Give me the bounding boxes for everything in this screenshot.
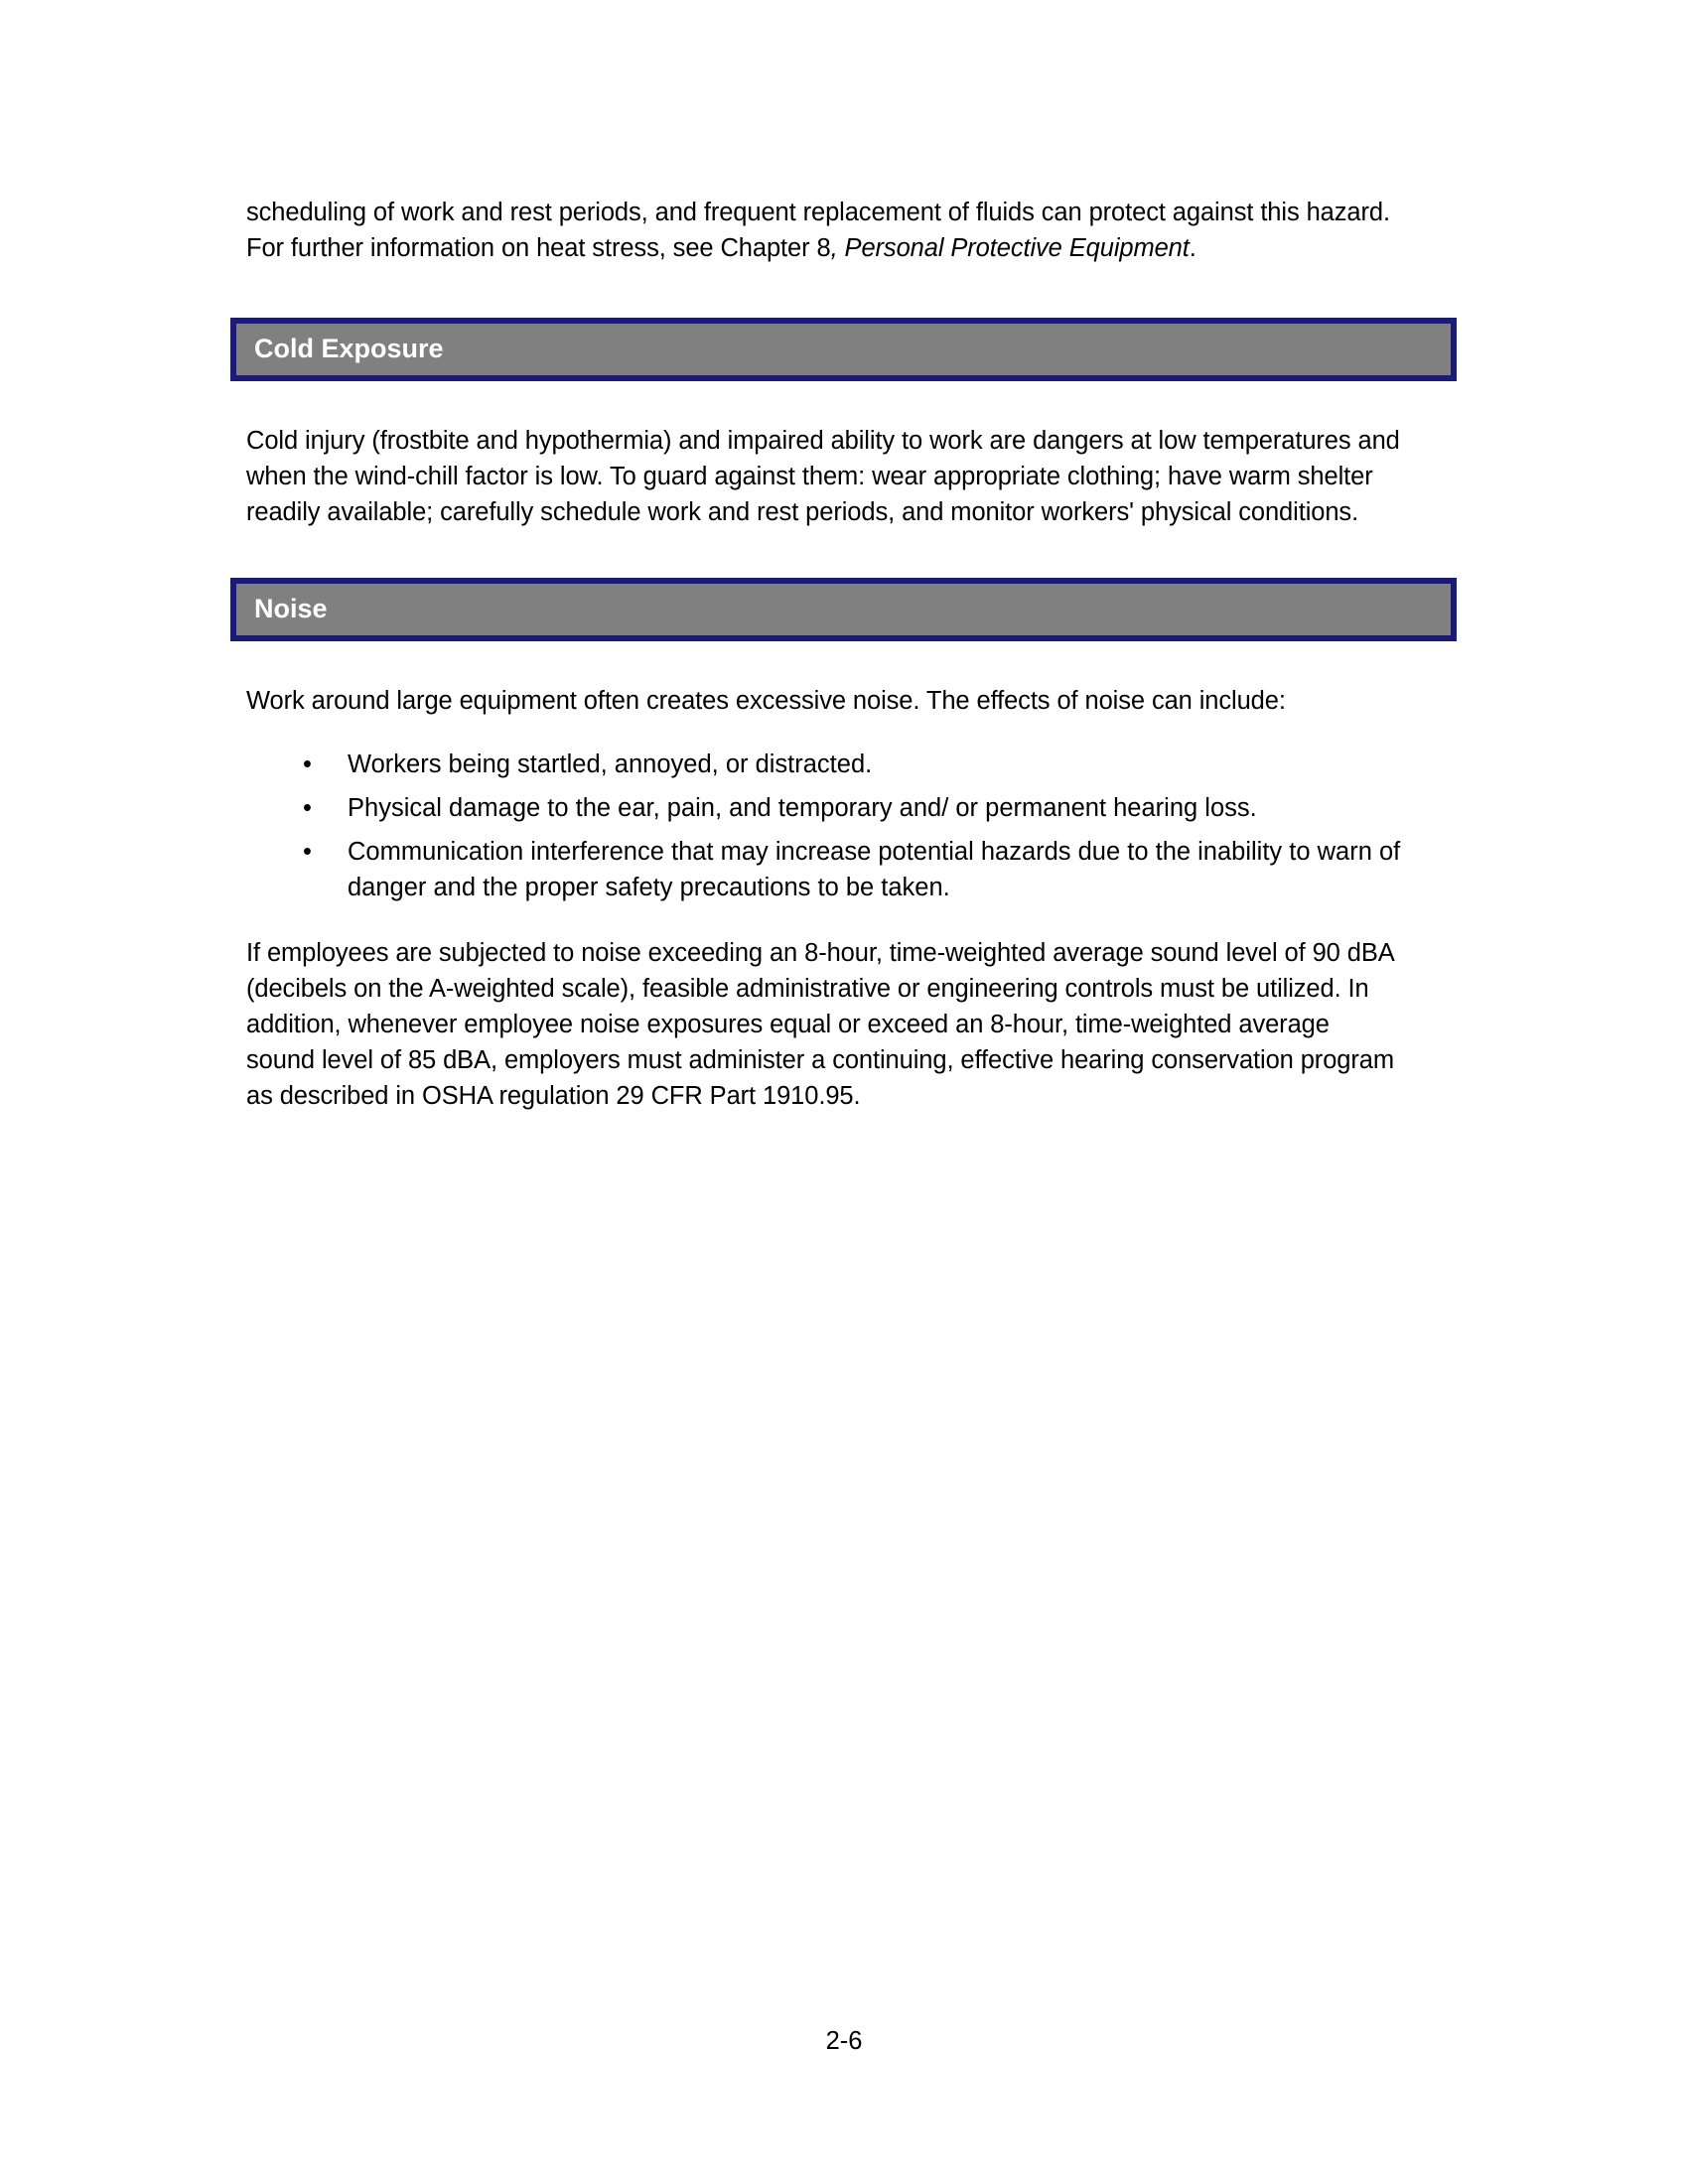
list-item [246, 747, 1403, 782]
cold-exposure-paragraph: Cold injury (frostbite and hypothermia) and impaired ability to work are dangers at low temperatures and when the wind-chill factor is low. To guard against them: wear appropriate clothing; have warm shelter readily available; carefully schedule work and rest periods, and monitor workers' physical conditions. [246, 427, 1400, 526]
spacer [246, 641, 1403, 683]
spacer [246, 530, 1403, 578]
page-number: 2-6 [825, 2027, 863, 2055]
section-header-cold-exposure [230, 318, 1457, 381]
section-header-noise-label: Noise [254, 594, 328, 623]
spacer [246, 905, 1403, 935]
noise-effects-list [246, 747, 1403, 905]
list-item-label: Physical damage to the ear, pain, and temporary and/ or permanent hearing loss. [348, 794, 1257, 822]
list-item-label: Workers being startled, annoyed, or distracted. [348, 751, 873, 778]
intro-paragraph-tail: . [1189, 234, 1196, 262]
noise-closing-paragraph: If employees are subjected to noise exceeding an 8-hour, time-weighted average sound level of 90 dBA (decibels on the A-weighted scale), feasible administrative or engineering controls must be utilized. In addition, whenever employee noise exposures equal or exceed an 8-hour, time-weighted average sound level of 85 dBA, employers must administer a continuing, effective hearing conservation program as described in OSHA regulation 29 CFR Part 1910.95. [246, 939, 1394, 1110]
spacer [246, 381, 1403, 423]
section-header-noise [230, 578, 1457, 641]
list-item [246, 790, 1403, 826]
intro-paragraph [246, 195, 1403, 266]
bullet-icon: • [303, 838, 312, 866]
section-header-cold-exposure-label: Cold Exposure [254, 334, 444, 363]
spacer [246, 719, 1403, 747]
page-content [246, 195, 1403, 1114]
bullet-icon: • [303, 751, 312, 778]
bullet-icon: • [303, 794, 312, 822]
intro-paragraph-text: scheduling of work and rest periods, and frequent replacement of fluids can protect against this hazard. For further information on heat stress, see Chapter 8 [246, 199, 1390, 262]
intro-paragraph-italic-reference: , Personal Protective Equipment [830, 234, 1190, 262]
noise-lead-paragraph: Work around large equipment often creates excessive noise. The effects of noise can include: [246, 687, 1286, 715]
spacer [246, 266, 1403, 318]
list-item-label: Communication interference that may increase potential hazards due to the inability to warn of danger and the proper safety precautions to be taken. [348, 838, 1401, 901]
list-item [246, 834, 1403, 905]
